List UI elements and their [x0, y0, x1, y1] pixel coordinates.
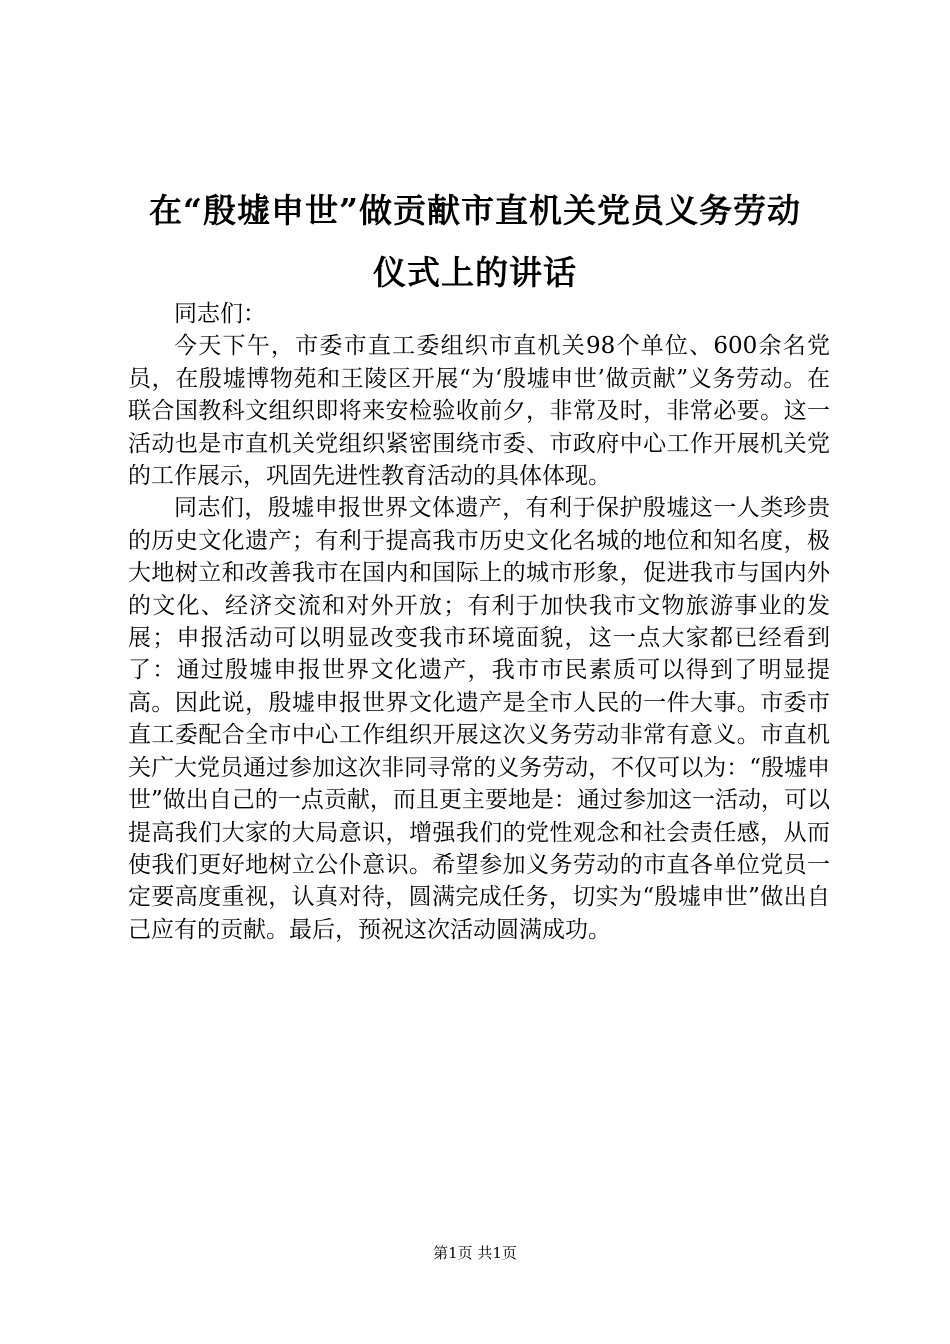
body-paragraph-1: 今天下午，市委市直工委组织市直机关98个单位、600余名党员，在殷墟博物苑和王陵区开展“为‘殷墟申世’做贡献”义务劳动。在联合国教科文组织即将来安检验收前夕，非常及时，非常必要。这一活动也是市直机关党组织紧密围绕市委、市政府中心工作开展机关党的工作展示，巩固先进性教育活动的具体体现。: [128, 333, 830, 490]
salutation-paragraph: 同志们：: [174, 301, 266, 327]
title-line-2: 仪式上的讲话: [373, 253, 577, 292]
document-body: [128, 298, 830, 946]
page-footer: 第1页 共1页: [433, 1244, 517, 1262]
title-line-1: 在“殷墟申世”做贡献市直机关党员义务劳动: [149, 191, 801, 230]
document-title: [118, 180, 832, 304]
body-paragraph-2: 同志们，殷墟申报世界文体遗产，有利于保护殷墟这一人类珍贵的历史文化遗产；有利于提高我市历史文化名城的地位和知名度，极大地树立和改善我市在国内和国际上的城市形象，促进我市与国内外的文化、经济交流和对外开放；有利于加快我市文物旅游事业的发展；申报活动可以明显改变我市环境面貌，这一点大家都已经看到了：通过殷墟申报世界文化遗产，我市市民素质可以得到了明显提高。因此说，殷墟申报世界文化遗产是全市人民的一件大事。市委市直工委配合全市中心工作组织开展这次义务劳动非常有意义。市直机关广大党员通过参加这次非同寻常的义务劳动，不仅可以为：“殷墟申世”做出自己的一点贡献，而且更主要地是：通过参加这一活动，可以提高我们大家的大局意识，增强我们的党性观念和社会责任感，从而使我们更好地树立公仆意识。希望参加义务劳动的市直各单位党员一定要高度重视，认真对待，圆满完成任务，切实为“殷墟申世”做出自己应有的贡献。最后，预祝这次活动圆满成功。: [128, 495, 830, 943]
